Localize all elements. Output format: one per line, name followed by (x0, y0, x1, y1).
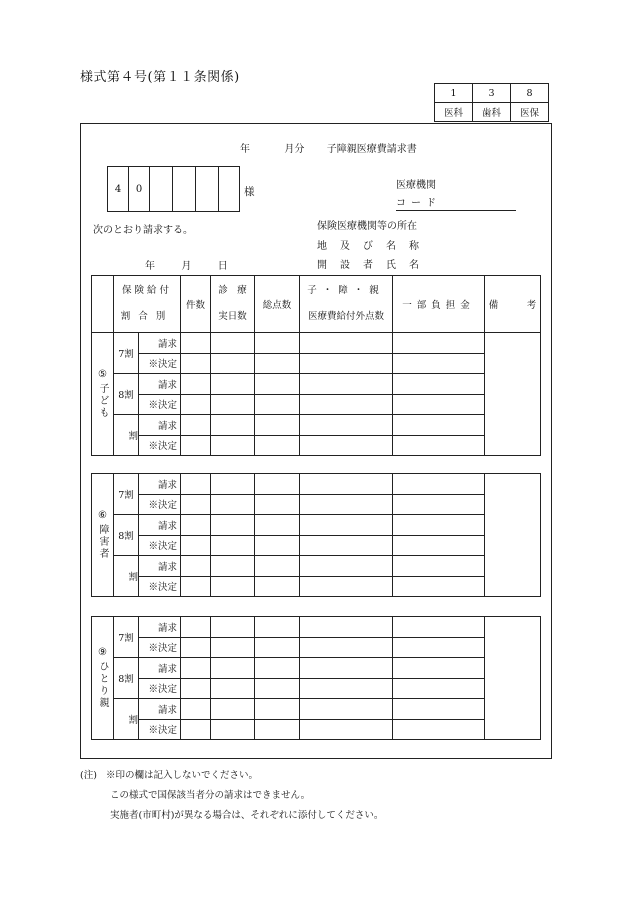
entry-cell[interactable] (300, 494, 393, 515)
header-remarks: 備 考 (485, 276, 541, 333)
title-text: 子障親医療費請求書 (326, 144, 417, 155)
row-type-decision: ※決定 (139, 394, 181, 415)
row-type-request: 請求 (139, 374, 181, 395)
header-points: 総点数 (255, 276, 300, 333)
entry-cell[interactable] (393, 515, 485, 536)
entry-cell[interactable] (211, 556, 255, 577)
entry-cell[interactable] (211, 658, 255, 679)
sama-label: 様 (244, 186, 255, 198)
entry-cell[interactable] (393, 699, 485, 720)
entry-cell[interactable] (393, 678, 485, 699)
entry-cell[interactable] (211, 394, 255, 415)
entry-cell[interactable] (393, 494, 485, 515)
entry-cell[interactable] (300, 374, 393, 395)
row-type-decision: ※決定 (139, 494, 181, 515)
header-blank (92, 276, 114, 333)
row-type-request: 請求 (139, 515, 181, 536)
code-number: 3 (473, 84, 511, 103)
entry-cell[interactable] (393, 474, 485, 495)
entry-cell[interactable] (255, 556, 300, 577)
entry-cell[interactable] (211, 719, 255, 740)
entry-cell[interactable] (181, 719, 211, 740)
entry-cell[interactable] (211, 494, 255, 515)
title-month: 月分 (284, 144, 305, 155)
row-type-request: 請求 (139, 415, 181, 436)
entry-cell[interactable] (255, 515, 300, 536)
entry-cell[interactable] (181, 353, 211, 374)
ratio-cell: 7割 (114, 333, 139, 374)
date-month: 月 (181, 261, 192, 272)
entry-cell[interactable] (211, 576, 255, 597)
entry-cell[interactable] (300, 353, 393, 374)
entry-cell[interactable] (211, 678, 255, 699)
entry-cell[interactable] (393, 415, 485, 436)
entry-cell[interactable] (300, 658, 393, 679)
remarks-cell[interactable] (485, 474, 541, 597)
entry-cell[interactable] (393, 374, 485, 395)
entry-cell[interactable] (393, 353, 485, 374)
form-number: 様式第４号(第１１条関係) (80, 70, 240, 85)
group-number: ⑥ (98, 510, 107, 521)
entry-cell[interactable] (300, 637, 393, 658)
ratio-cell: 8割 (114, 515, 139, 556)
title-year: 年 (240, 144, 250, 155)
code-label: 医保 (511, 103, 549, 122)
row-type-request: 請求 (139, 474, 181, 495)
number-blank[interactable] (173, 167, 196, 212)
entry-cell[interactable] (393, 719, 485, 740)
row-type-request: 請求 (139, 556, 181, 577)
entry-cell[interactable] (300, 333, 393, 354)
entry-cell[interactable] (300, 535, 393, 556)
form-title (240, 140, 417, 155)
number-box (107, 166, 240, 212)
group-name: 障害者 (97, 524, 108, 560)
header-copay: 一部負担金 (393, 276, 485, 333)
entry-cell[interactable] (393, 658, 485, 679)
entry-cell[interactable] (211, 415, 255, 436)
number-blank[interactable] (150, 167, 173, 212)
claims-table-children (91, 275, 541, 333)
entry-cell[interactable] (300, 556, 393, 577)
entry-cell[interactable] (181, 394, 211, 415)
remarks-cell[interactable] (485, 617, 541, 740)
entry-cell[interactable] (181, 333, 211, 354)
entry-cell[interactable] (300, 515, 393, 536)
code-label: 歯科 (473, 103, 511, 122)
entry-cell[interactable] (393, 333, 485, 354)
group-label (92, 474, 114, 597)
entry-cell[interactable] (181, 699, 211, 720)
entry-cell[interactable] (255, 415, 300, 436)
entry-cell[interactable] (300, 415, 393, 436)
entry-cell[interactable] (300, 678, 393, 699)
group-name: 子ども (97, 383, 108, 419)
remarks-cell[interactable] (485, 333, 541, 456)
entry-cell[interactable] (300, 576, 393, 597)
entry-cell[interactable] (300, 699, 393, 720)
entry-cell[interactable] (300, 394, 393, 415)
row-type-decision: ※決定 (139, 576, 181, 597)
entry-cell[interactable] (393, 576, 485, 597)
entry-cell[interactable] (255, 699, 300, 720)
ratio-cell: 割 (114, 699, 139, 740)
entry-cell[interactable] (181, 576, 211, 597)
date-day: 日 (217, 261, 228, 272)
entry-cell[interactable] (211, 535, 255, 556)
entry-cell[interactable] (393, 556, 485, 577)
row-type-request: 請求 (139, 658, 181, 679)
entry-cell[interactable] (211, 617, 255, 638)
entry-cell[interactable] (211, 515, 255, 536)
header-days-bottom: 実日数 (218, 311, 247, 322)
ratio-cell: 8割 (114, 374, 139, 415)
note-line-1 (80, 766, 383, 786)
address-line-founder: 開設者氏名 (317, 260, 432, 271)
notes (80, 766, 383, 826)
entry-cell[interactable] (181, 678, 211, 699)
note-text-1: ※印の欄は記入しないでください。 (105, 770, 258, 781)
row-type-request: 請求 (139, 699, 181, 720)
ratio-cell: 7割 (114, 617, 139, 658)
entry-cell[interactable] (255, 353, 300, 374)
entry-cell[interactable] (211, 374, 255, 395)
row-type-request: 請求 (139, 333, 181, 354)
claims-group-table (91, 616, 541, 740)
entry-cell[interactable] (211, 637, 255, 658)
entry-cell[interactable] (181, 556, 211, 577)
header-ratio-bottom: 割合別 (120, 311, 174, 322)
entry-cell[interactable] (393, 617, 485, 638)
entry-cell[interactable] (255, 617, 300, 638)
row-type-decision: ※決定 (139, 719, 181, 740)
header-days (211, 276, 255, 333)
entry-cell[interactable] (181, 535, 211, 556)
entry-cell[interactable] (181, 617, 211, 638)
entry-cell[interactable] (181, 435, 211, 456)
entry-cell[interactable] (211, 699, 255, 720)
group-name: ひとり親 (97, 661, 108, 709)
entry-cell[interactable] (255, 637, 300, 658)
entry-cell[interactable] (181, 515, 211, 536)
header-ratio (114, 276, 181, 333)
institution-code-label: 医療機関 (396, 180, 436, 191)
entry-cell[interactable] (211, 353, 255, 374)
code-label: 医科 (435, 103, 473, 122)
ratio-cell: 割 (114, 415, 139, 456)
entry-cell[interactable] (255, 394, 300, 415)
header-kojo (300, 276, 393, 333)
ratio-cell: 割 (114, 556, 139, 597)
row-type-decision: ※決定 (139, 678, 181, 699)
entry-cell[interactable] (393, 394, 485, 415)
entry-cell[interactable] (181, 474, 211, 495)
entry-cell[interactable] (393, 637, 485, 658)
group-number: ⑨ (98, 647, 107, 658)
entry-cell[interactable] (255, 435, 300, 456)
entry-cell[interactable] (300, 474, 393, 495)
claims-group-table (91, 332, 541, 456)
code-number: 8 (511, 84, 549, 103)
date-line (145, 257, 228, 272)
entry-cell[interactable] (300, 435, 393, 456)
entry-cell[interactable] (181, 658, 211, 679)
number-blank[interactable] (196, 167, 219, 212)
number-digit: 4 (108, 167, 129, 212)
code-box (434, 83, 549, 122)
entry-cell[interactable] (255, 678, 300, 699)
entry-cell[interactable] (211, 435, 255, 456)
address-line-location: 保険医療機関等の所在 (317, 221, 417, 232)
header-kojo-bottom: 医療費給付外点数 (308, 311, 385, 322)
row-type-request: 請求 (139, 617, 181, 638)
entry-cell[interactable] (181, 494, 211, 515)
note-prefix: (注) (80, 770, 97, 781)
entry-cell[interactable] (181, 374, 211, 395)
header-ratio-top: 保険給付 (122, 285, 173, 296)
row-type-decision: ※決定 (139, 435, 181, 456)
header-days-top: 診 療 (218, 285, 247, 296)
entry-cell[interactable] (255, 474, 300, 495)
entry-cell[interactable] (181, 637, 211, 658)
request-statement: 次のとおり請求する。 (93, 225, 193, 236)
header-count: 件数 (181, 276, 211, 333)
group-label (92, 617, 114, 740)
code-field-label: コード (396, 194, 516, 211)
note-text-2: この様式で国保該当者分の請求はできません。 (110, 790, 311, 801)
entry-cell[interactable] (300, 719, 393, 740)
row-type-decision: ※決定 (139, 637, 181, 658)
entry-cell[interactable] (255, 374, 300, 395)
number-blank[interactable] (219, 167, 240, 212)
group-label (92, 333, 114, 456)
entry-cell[interactable] (255, 658, 300, 679)
entry-cell[interactable] (255, 494, 300, 515)
entry-cell[interactable] (211, 333, 255, 354)
code-number: 1 (435, 84, 473, 103)
date-year: 年 (145, 261, 155, 272)
claims-group-table (91, 473, 541, 597)
entry-cell[interactable] (255, 719, 300, 740)
ratio-cell: 8割 (114, 658, 139, 699)
entry-cell[interactable] (393, 435, 485, 456)
note-text-3: 実施者(市町村)が異なる場合は、それぞれに添付してください。 (110, 810, 384, 821)
entry-cell[interactable] (211, 474, 255, 495)
entry-cell[interactable] (255, 576, 300, 597)
entry-cell[interactable] (300, 617, 393, 638)
header-kojo-top: 子・障・親 (307, 285, 385, 296)
entry-cell[interactable] (255, 535, 300, 556)
ratio-cell: 7割 (114, 474, 139, 515)
entry-cell[interactable] (393, 535, 485, 556)
row-type-decision: ※決定 (139, 535, 181, 556)
entry-cell[interactable] (181, 415, 211, 436)
number-digit: 0 (129, 167, 150, 212)
entry-cell[interactable] (255, 333, 300, 354)
address-line-name: 地及び名称 (317, 241, 432, 252)
group-number: ⑤ (98, 369, 107, 380)
row-type-decision: ※決定 (139, 353, 181, 374)
